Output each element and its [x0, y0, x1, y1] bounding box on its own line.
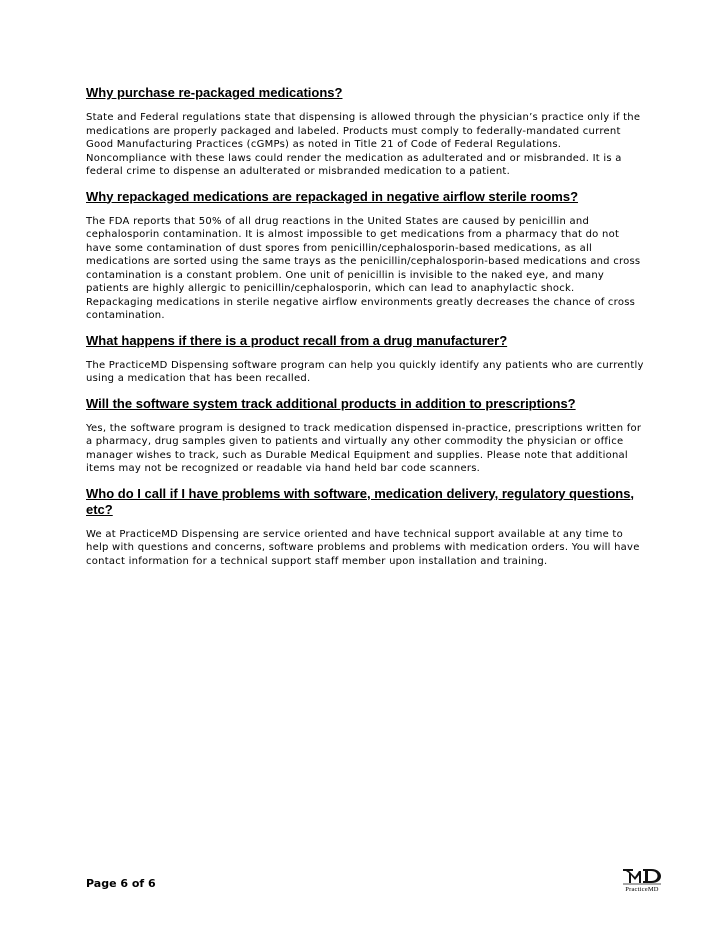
section-body: The PracticeMD Dispensing software program can help you quickly identify any patients who are currently using a medication that has been recalled.	[86, 359, 644, 384]
faq-section	[86, 189, 644, 323]
page-footer	[86, 867, 664, 893]
section-heading: Will the software system track additional products in addition to prescriptions?	[86, 395, 576, 411]
faq-section	[86, 333, 644, 386]
section-heading: What happens if there is a product recall from a drug manufacturer?	[86, 332, 508, 348]
faq-section	[86, 85, 644, 179]
section-heading: Why purchase re-packaged medications?	[86, 85, 343, 100]
document-content	[86, 85, 644, 578]
faq-section	[86, 486, 644, 569]
section-body: State and Federal regulations state that dispensing is allowed through the physician’s practice only if the medications are properly packaged and labeled. Products must comply to federally-mandated current Good Manufacturing Practices (cGMPs) as noted in Title 21 of Code of Federal Regulations. Noncompliance with these laws could render the medication as adulterated and or misbranded. It is a federal crime to dispense an adulterated or misbranded medication to a patient.	[86, 112, 641, 177]
faq-section	[86, 396, 644, 476]
section-body: Yes, the software program is designed to track medication dispensed in-practice, prescriptions written for a pharmacy, drug samples given to patients and virtually any other commodity the physician or office manager wishes to track, such as Durable Medical Equipment and supplies. Please note that additional items may not be recognized or readable via hand held bar code scanners.	[86, 422, 642, 474]
section-body: We at PracticeMD Dispensing are service oriented and have technical support available at any time to help with questions and concerns, software problems and problems with medication orders. You will have contact information for a technical support staff member upon installation and training.	[86, 528, 640, 567]
section-heading: Why repackaged medications are repackaged in negative airflow sterile rooms?	[86, 188, 579, 204]
page-number: Page 6 of 6	[86, 877, 156, 890]
practicemd-logo-icon	[620, 867, 664, 893]
logo-mark-icon	[620, 867, 664, 886]
section-heading: Who do I call if I have problems with software, medication delivery, regulatory questions, etc?	[86, 485, 635, 517]
logo-text: PracticeMD	[625, 886, 659, 893]
section-body: The FDA reports that 50% of all drug reactions in the United States are caused by penicillin and cephalosporin contamination. It is almost impossible to get medications from a pharmacy that do not have some contamination of dust spores from penicillin/cephalosporin-based medications, as all medications are sorted using the same trays as the penicillin/cephalosporin-based medications and cross contamination is a constant problem. One unit of penicillin is invisible to the naked eye, and many patients are highly allergic to penicillin/cephalosporin, which can lead to anaphylactic shock. Repackaging medications in sterile negative airflow environments greatly decreases the chance of cross contamination.	[86, 215, 641, 321]
